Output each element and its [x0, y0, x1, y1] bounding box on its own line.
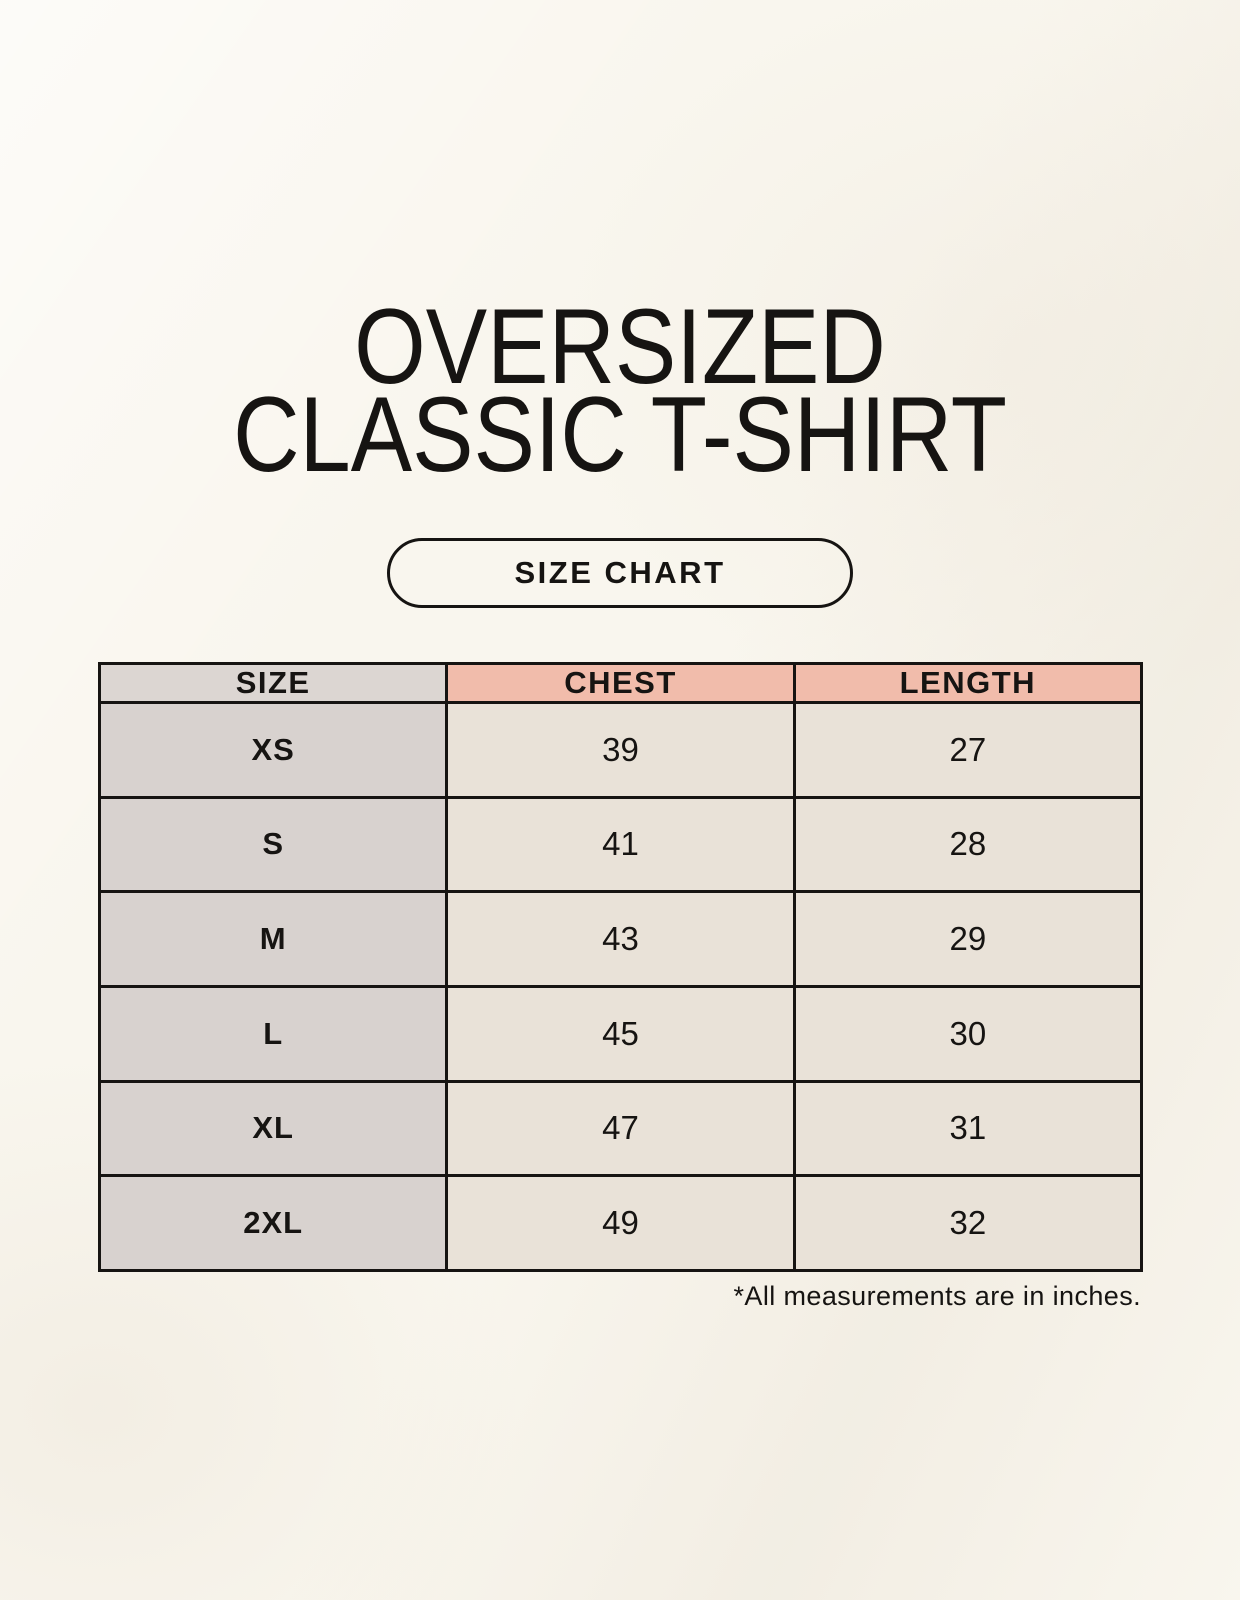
chest-cell: 49: [447, 1176, 794, 1271]
length-cell: 32: [794, 1176, 1141, 1271]
size-chart-button[interactable]: [387, 538, 853, 608]
chest-cell: 45: [447, 986, 794, 1081]
table-row: [100, 892, 1142, 987]
length-cell: 28: [794, 797, 1141, 892]
chest-cell: 47: [447, 1081, 794, 1176]
chest-cell: 41: [447, 797, 794, 892]
column-header-chest: CHEST: [447, 664, 794, 703]
table-row: [100, 1081, 1142, 1176]
length-cell: 27: [794, 703, 1141, 798]
length-cell: 31: [794, 1081, 1141, 1176]
table-header-row: [100, 664, 1142, 703]
table-row: [100, 797, 1142, 892]
table-row: [100, 703, 1142, 798]
size-cell: XS: [100, 703, 447, 798]
chest-cell: 39: [447, 703, 794, 798]
product-title-line-1: OVERSIZED: [354, 286, 886, 406]
measurements-footnote: *All measurements are in inches.: [733, 1281, 1141, 1311]
product-title: [87, 286, 1153, 494]
column-header-size: SIZE: [100, 664, 447, 703]
table-row: [100, 986, 1142, 1081]
length-cell: 29: [794, 892, 1141, 987]
length-cell: 30: [794, 986, 1141, 1081]
size-cell: 2XL: [100, 1176, 447, 1271]
product-title-line-2: CLASSIC T-SHIRT: [233, 374, 1007, 494]
size-chart-table: [98, 662, 1143, 1272]
size-cell: XL: [100, 1081, 447, 1176]
table-row: [100, 1176, 1142, 1271]
size-chart-button-label: SIZE CHART: [514, 555, 726, 590]
chest-cell: 43: [447, 892, 794, 987]
size-cell: S: [100, 797, 447, 892]
size-cell: L: [100, 986, 447, 1081]
column-header-length: LENGTH: [794, 664, 1141, 703]
size-cell: M: [100, 892, 447, 987]
